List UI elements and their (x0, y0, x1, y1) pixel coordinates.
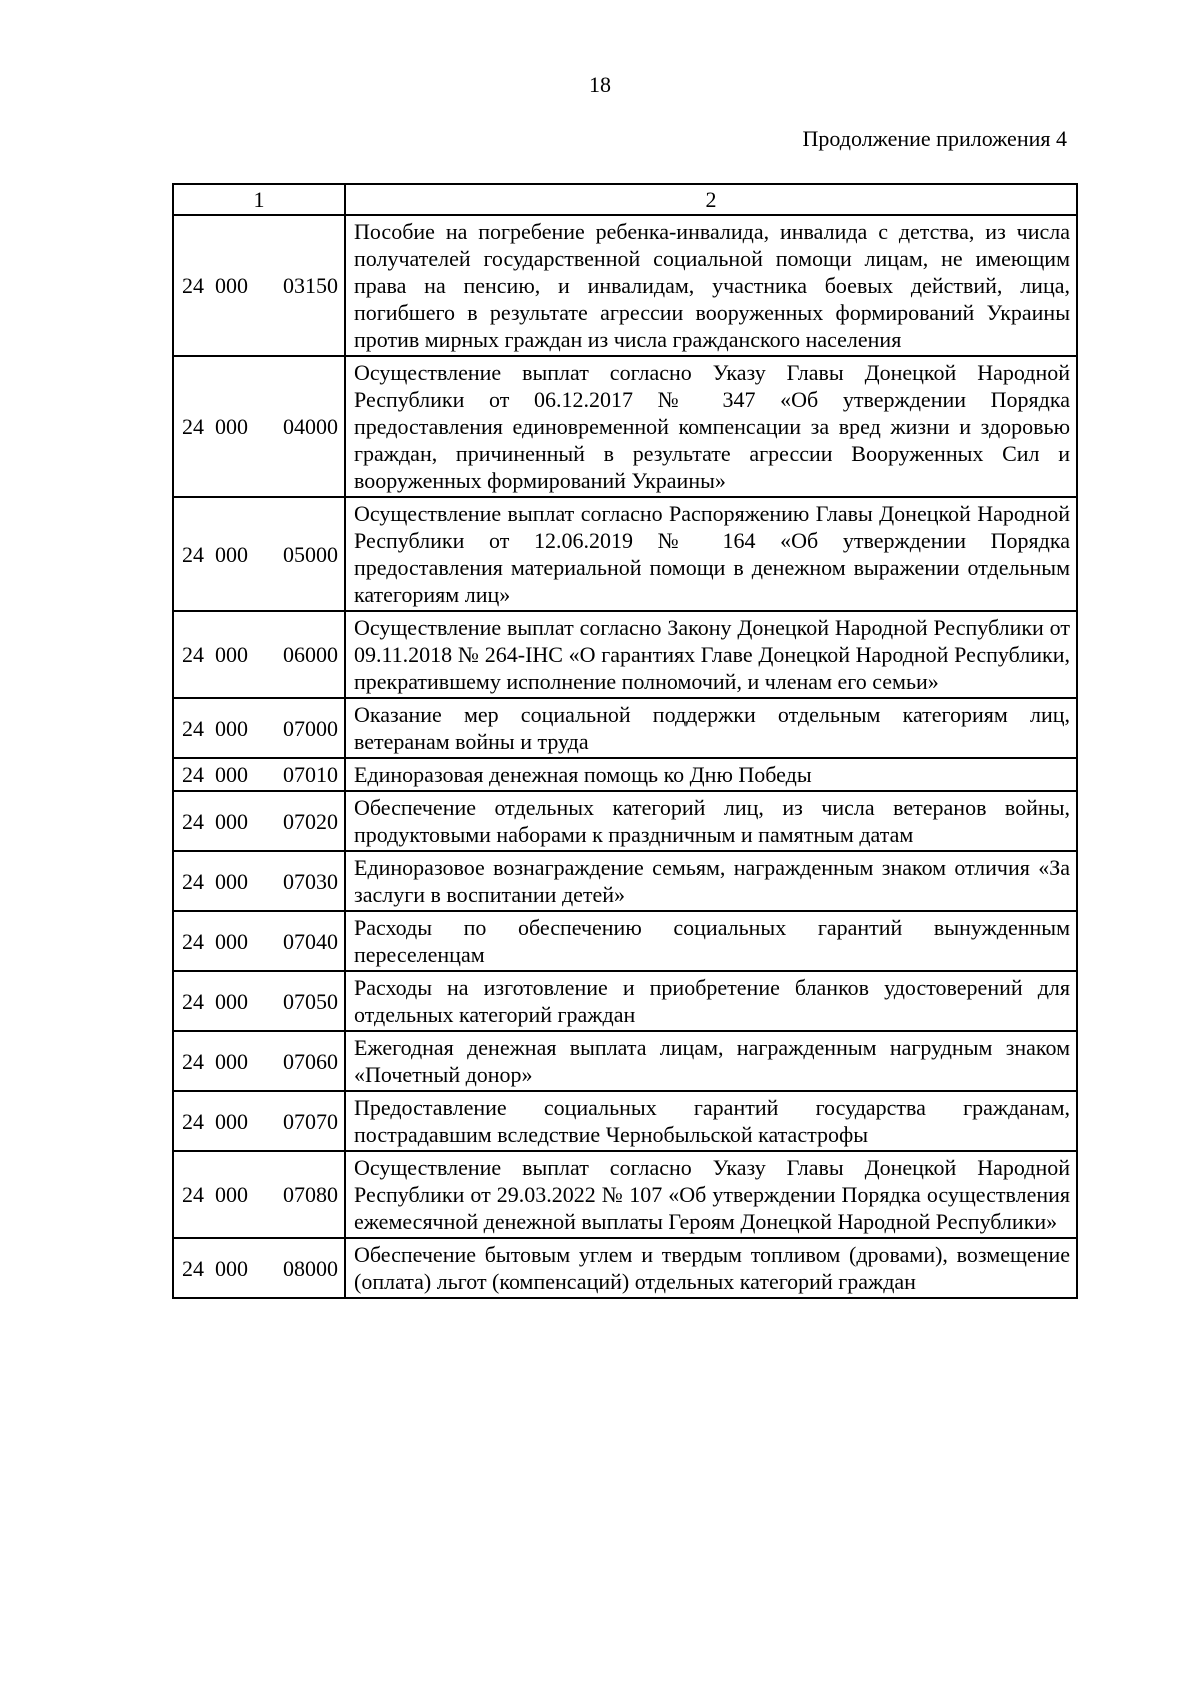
code-cell (173, 1031, 345, 1091)
code-prefix: 24 000 (182, 762, 248, 787)
table-row (173, 1238, 1077, 1298)
description-cell: Оказание мер социальной поддержки отдельным категориям лиц, ветеранам войны и труда (345, 698, 1077, 758)
classification-code (182, 761, 338, 788)
code-suffix: 07060 (283, 1048, 338, 1074)
classification-code (182, 868, 338, 895)
code-prefix: 24 000 (182, 414, 248, 439)
table-row (173, 611, 1077, 698)
code-suffix: 07050 (283, 988, 338, 1014)
code-prefix: 24 000 (182, 541, 248, 567)
budget-code-table (172, 183, 1078, 1299)
table-row (173, 911, 1077, 971)
code-prefix: 24 000 (182, 1108, 248, 1134)
code-cell (173, 971, 345, 1031)
code-prefix: 24 000 (182, 273, 248, 298)
code-cell (173, 497, 345, 611)
classification-code (182, 1181, 338, 1208)
table-row (173, 791, 1077, 851)
classification-code (182, 715, 338, 742)
classification-code (182, 272, 338, 299)
code-cell (173, 611, 345, 698)
classification-code (182, 413, 338, 440)
description-cell: Предоставление социальных гарантий государства гражданам, пострадавшим вследствие Чернобыльской катастрофы (345, 1091, 1077, 1151)
table-row (173, 1091, 1077, 1151)
classification-code (182, 1255, 338, 1282)
description-cell: Пособие на погребение ребенка-инвалида, инвалида с детства, из числа получателей государственной социальной помощи лицам, не имеющим права на пенсию, и инвалидам, участника боевых действий, лица, погибшего в результате агрессии вооруженных формирований Украины против мирных граждан из числа гражданского населения (345, 215, 1077, 356)
description-cell: Осуществление выплат согласно Указу Главы Донецкой Народной Республики от 29.03.2022 № 107 «Об утверждении Порядка осуществления ежемесячной денежной выплаты Героям Донецкой Народной Республики» (345, 1151, 1077, 1238)
table-row (173, 356, 1077, 497)
classification-code (182, 928, 338, 955)
table-header-row (173, 184, 1077, 215)
code-cell (173, 356, 345, 497)
classification-code (182, 1048, 338, 1075)
table-row (173, 698, 1077, 758)
code-prefix: 24 000 (182, 1255, 248, 1281)
code-suffix: 03150 (283, 273, 338, 298)
code-suffix: 07080 (283, 1182, 338, 1207)
classification-code (182, 1108, 338, 1135)
description-cell: Ежегодная денежная выплата лицам, награжденным нагрудным знаком «Почетный донор» (345, 1031, 1077, 1091)
code-prefix: 24 000 (182, 1048, 248, 1074)
code-suffix: 07070 (283, 1108, 338, 1134)
code-suffix: 06000 (283, 642, 338, 667)
classification-code (182, 641, 338, 668)
code-prefix: 24 000 (182, 868, 248, 894)
page-number: 18 (589, 72, 611, 97)
code-cell (173, 911, 345, 971)
code-cell (173, 851, 345, 911)
code-cell (173, 1091, 345, 1151)
table-row (173, 1151, 1077, 1238)
code-cell (173, 758, 345, 791)
code-suffix: 07010 (283, 762, 338, 787)
code-suffix: 07000 (283, 715, 338, 741)
column-header-code: 1 (173, 184, 345, 215)
description-cell: Расходы по обеспечению социальных гарантий вынужденным переселенцам (345, 911, 1077, 971)
code-suffix: 07040 (283, 928, 338, 954)
appendix-continuation-label: Продолжение приложения 4 (802, 126, 1067, 151)
classification-code (182, 541, 338, 568)
description-cell: Расходы на изготовление и приобретение бланков удостоверений для отдельных категорий граждан (345, 971, 1077, 1031)
description-cell: Осуществление выплат согласно Распоряжению Главы Донецкой Народной Республики от 12.06.2019 № 164 «Об утверждении Порядка предоставления материальной помощи в денежном выражении отдельным категориям лиц» (345, 497, 1077, 611)
column-header-description: 2 (345, 184, 1077, 215)
code-prefix: 24 000 (182, 642, 248, 667)
classification-code (182, 988, 338, 1015)
code-cell (173, 1238, 345, 1298)
description-cell: Осуществление выплат согласно Закону Донецкой Народной Республики от 09.11.2018 № 264-IНС «О гарантиях Главе Донецкой Народной Республики, прекратившему исполнение полномочий, и членам его семьи» (345, 611, 1077, 698)
table-row (173, 971, 1077, 1031)
code-cell (173, 698, 345, 758)
description-cell: Обеспечение бытовым углем и твердым топливом (дровами), возмещение (оплата) льгот (компенсаций) отдельных категорий граждан (345, 1238, 1077, 1298)
code-suffix: 08000 (283, 1255, 338, 1281)
code-prefix: 24 000 (182, 715, 248, 741)
description-cell: Осуществление выплат согласно Указу Главы Донецкой Народной Республики от 06.12.2017 № 347 «Об утверждении Порядка предоставления единовременной компенсации за вред жизни и здоровью граждан, причиненный в результате агрессии Вооруженных Сил и вооруженных формирований Украины» (345, 356, 1077, 497)
code-suffix: 04000 (283, 414, 338, 439)
table-row (173, 851, 1077, 911)
description-cell: Единоразовое вознаграждение семьям, награжденным знаком отличия «За заслуги в воспитании детей» (345, 851, 1077, 911)
table-row (173, 497, 1077, 611)
table-row (173, 215, 1077, 356)
code-prefix: 24 000 (182, 928, 248, 954)
code-suffix: 05000 (283, 541, 338, 567)
description-cell: Обеспечение отдельных категорий лиц, из числа ветеранов войны, продуктовыми наборами к праздничным и памятным датам (345, 791, 1077, 851)
code-cell (173, 1151, 345, 1238)
table-row (173, 758, 1077, 791)
description-cell: Единоразовая денежная помощь ко Дню Победы (345, 758, 1077, 791)
code-cell (173, 215, 345, 356)
code-prefix: 24 000 (182, 988, 248, 1014)
code-prefix: 24 000 (182, 1182, 248, 1207)
code-prefix: 24 000 (182, 808, 248, 834)
classification-code (182, 808, 338, 835)
code-cell (173, 791, 345, 851)
code-suffix: 07030 (283, 868, 338, 894)
code-suffix: 07020 (283, 808, 338, 834)
table-row (173, 1031, 1077, 1091)
